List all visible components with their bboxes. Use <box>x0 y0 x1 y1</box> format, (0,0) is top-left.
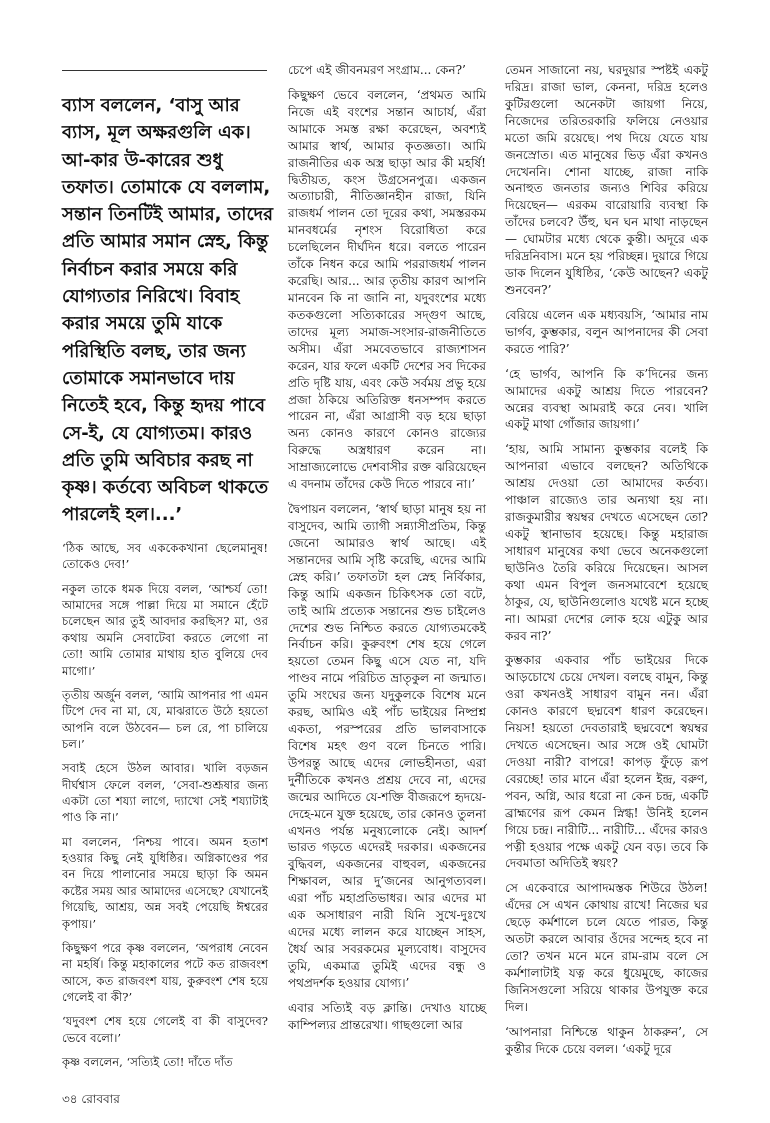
paragraph: মা বললেন, ‘নিশ্চয় পাবে। অমন হতাশ হওয়ার কিছু নেই যুধিষ্ঠির। অগ্নিকাণ্ডের পর বন দিয়ে পালানোর সময়ে ছাড়া কি অমন কষ্টের সময় আর আমাদের এসেছে? যেখানেই গিয়েছি, আশ্রয়, অন্ন সবই পেয়েছি ঈশ্বরের কৃপায়।’ <box>62 834 268 931</box>
paragraph: চেপে এই জীবনমরণ সংগ্রাম... কেন?’ <box>288 63 466 77</box>
text-column-1 <box>62 540 268 1078</box>
text-column-2 <box>288 62 486 1042</box>
paragraph: ‘যদুবংশ শেষ হয়ে গেলেই বা কী বাসুদেব? ভেবে বলো।’ <box>62 1014 268 1045</box>
paragraph: নকুল তাকে ধমক দিয়ে বলল, ‘আশ্চর্য তো! আমাদের সঙ্গে পাল্লা দিয়ে মা সমানে হেঁটে চলেছেন আর তুই আবদার করছিস? মা, ওর কথায় অমনি সেবাটেবা করতে লেগো না তো! আমি তোমার মাথায় হাত বুলিয়ে দেব মাগো।’ <box>62 581 268 678</box>
paragraph: সে একেবারে আপাদমস্তক শিউরে উঠল! এঁদের সে এখন কোথায় রাখে! নিজের ঘর ছেড়ে কর্মশালে চলে যেতে পারত, কিন্তু অতটা করলে আবার ওঁদের সন্দেহ হবে না তো? তখন মনে মনে রাম-রাম বলে সে কর্মশালাটাই যত্ন করে ধুয়েমুছে, কাজের জিনিসগুলো সরিয়ে থাকার উপযুক্ত করে দিল। <box>505 881 708 1014</box>
paragraph: কুম্ভকার একবার পাঁচ ভাইয়ের দিকে আড়চোখে চেয়ে দেখল। বলছে বামুন, কিন্তু ওরা কখনওই সাধারণ বামুন নন। এঁরা কোনও কারণে ছদ্মবেশ ধারণ করেছেন। নিয়স! হয়তো দেবতারাই ছদ্মবেশে স্বয়ম্বর দেখতে এসেছেন। আর সঙ্গে ওই ঘোমটা দেওয়া নারী? বাপরে! কাপড় ফুঁড়ে রূপ বেরচ্ছে! তার মানে এঁরা হলেন ইন্দ্র, বরুণ, পবন, অগ্নি, আর ধরো না কেন চন্দ্র, একটি ব্রাহ্মণের রূপ কেমন স্নিগ্ধ! উনিই হলেন গিয়ে চন্দ্র। নারীটি... নারীটি... এঁদের কারও পত্নী হওয়ার পক্ষে একটু যেন বড়। তবে কি দেবমাতা অদিতিই স্বয়ং? <box>505 653 708 871</box>
paragraph: দ্বৈপায়ন বললেন, ‘স্বার্থ ছাড়া মানুষ হয় না বাসুদেব, আমি ত্যাগী সন্ন্যাসীপ্রতিম, কিন্তু জেনো আমারও স্বার্থ আছে। এই সন্তানদের আমি সৃষ্টি করেছি, এদের আমি স্নেহ করি।’ তফাতটা হল স্নেহ নির্বিকার, কিন্তু আমি একজন চিকিৎসক তো বটে, তাই আমি প্রত্যেক সন্তানের শুভ চাইলেও দেশের শুভ নিশ্চিত করতে যোগ্যতমকেই নির্বাচন করি। কুরুবংশ শেষ হয়ে গেলে হয়তো তেমন কিছু এসে যেত না, যদি পাণ্ডব নামে পরিচিত ভ্রাতৃকুল না জন্মাত। তুমি সংঘের জন্য যদুকুলকে বিশেষ মনে করছ, আমিও এই পাঁচ ভাইয়ের নিষ্প্রশ্ন একতা, পরস্পরের প্রতি ভালবাসাকে বিশেষ মহৎ গুণ বলে চিনতে পারি। উপরন্তু আছে এদের লোভহীনতা, এরা দুর্নীতিকে কখনও প্রশ্রয় দেবে না, এদের জন্মের আদিতে যে-শক্তি বীজরূপে হৃদয়ে-দেহে-মনে যুক্ত হয়েছে, তার কোনও তুলনা এখনও পর্যন্ত মনুষ্যলোকে নেই। আদর্শ ভারত গড়তে এদেরই দরকার। একজনের বুদ্ধিবল, একজনের বাহুবল, একজনের শিক্ষাবল, আর দু’জনের আনুগত্যবল। এরা পাঁচ মহাপ্রতিভাধর। আর এদের মা এক অসাধারণ নারী যিনি সুখে-দুঃখে এদের মধ্যে লালন করে যাচ্ছেন সাহস, ধৈর্য আর সবরকমের মূল্যবোধ। বাসুদেব তুমি, একমাত্র তুমিই এদের বন্ধু ও পথপ্রদর্শক হওয়ার যোগ্য।’ <box>288 502 486 990</box>
text-column-3 <box>505 62 708 1066</box>
paragraph: বেরিয়ে এলেন এক মধ্যবয়সি, ‘আমার নাম ভার্গব, কুম্ভকার, বলুন আপনাদের কী সেবা করতে পারি?’ <box>505 307 708 356</box>
pull-quote: ব্যাস বললেন, ‘বাসু আর ব্যাস, মূল অক্ষরগুলি এক। আ-কার উ-কারের শুধু তফাত। তোমাকে যে বললাম, সন্তান তিনটিই আমার, তাদের প্রতি আমার সমান স্নেহ, কিন্তু নির্বাচন করার সময়ে করি যোগ্যতার নিরিখে। বিবাহ করার সময়ে তুমি যাকে পরিস্থিতি বলছ, তার জন্য তোমাকে সমানভাবে দায় নিতেই হবে, কিন্তু হৃদয় পাবে সে-ই, যে যোগ্যতম। কারও প্রতি তুমি অবিচার করছ না কৃষ্ণ। কর্তব্যে অবিচল থাকতে পারলেই হল।...’ <box>62 95 274 526</box>
paragraph: ‘ঠিক আছে, সব এককেকখানা ছেলেমানুষ! তোকেও দেব!’ <box>62 541 268 572</box>
paragraph: সবাই হেসে উঠল আবার। খালি বড়জন দীর্ঘশ্বাস ফেলে বলল, ‘সেবা-শুশ্রূষার জন্য একটা তো শয্যা লাগে, দ্যাখো সেই শয্যাটাই পাও কি না।’ <box>62 761 268 825</box>
paragraph: ‘আপনারা নিশ্চিন্তে থাকুন ঠাকরুন’, সে কুন্তীর দিকে চেয়ে বলল। ‘একটু দূরে <box>505 1024 708 1056</box>
page-folio: ৩৪ রোববার <box>62 1092 120 1106</box>
top-rule <box>62 70 267 71</box>
paragraph: তৃতীয় অর্জুন বলল, ‘আমি আপনার পা এমন টিপে দেব না মা, যে, মাঝরাতে উঠে হয়তো আপনি বলে উঠবেন— চল রে, পা চালিয়ে চল।’ <box>62 687 268 751</box>
paragraph: কিছুক্ষণ ভেবে বললেন, ‘প্রথমত আমি নিজে এই বংশের সন্তান আচার্য, এঁরা আমাকে সমস্ত রক্ষা করেছেন, অবশ্যই আমার স্বার্থ, আমার কৃতজ্ঞতা। আমি রাজনীতির এক অস্ত্র ছাড়া আর কী মহর্ষি! দ্বিতীয়ত, কংস উগ্রসেনপুত্র। একজন অত্যাচারী, নীতিজ্ঞানহীন রাজা, যিনি রাজধর্ম পালন তো দূরের কথা, সমস্তরকম মানবধর্মের নৃশংস বিরোধিতা করে চলেছিলেন দীর্ঘদিন ধরে। বলতে পারেন তাঁকে নিধন করে আমি পররাজধর্ম পালন করেছি। আর... আর তৃতীয় কারণ আপনি মানবেন কি না জানি না, যদুবংশের মধ্যে কতকগুলো সত্যিকারের সদ্গুণ আছে, তাদের মূল্য সমাজ-সংসার-রাজনীতিতে অসীম। এঁরা সমবেতভাবে রাজ্যশাসন করেন, যার ফলে একটি দেশের সব দিকের প্রতি দৃষ্টি যায়, এবং কেউ সর্বময় প্রভু হয়ে প্রজা ঠকিয়ে অতিরিক্ত ধনসম্পদ করতে পারেন না, এঁরা আগ্রাসী বড় হয়ে ছাড়া অন্য কোনও কারণে কোনও রাজ্যের বিরুদ্ধে অস্ত্রধারণ করেন না। সাম্রাজ্যলোভে দেশবাসীর রক্ত ঝরিয়েছেন এ বদনাম তাঁদের কেউ দিতে পারবে না।’ <box>288 87 486 492</box>
paragraph: এবার সত্যিই বড় ক্লান্তি। দেখাও যাচ্ছে কাম্পিল্যর প্রান্তরেখা। গাছগুলো আর <box>288 1000 486 1032</box>
paragraph: তেমন সাজানো নয়, ঘরদুয়ার স্পষ্টই একটু দরিদ্র। রাজা ভাল, কেননা, দরিদ্র হলেও কুটিরগুলো অনেকটা জায়গা নিয়ে, নিজেদের তরিতরকারি ফলিয়ে নেওয়ার মতো জমি রয়েছে। পথ দিয়ে যেতে যায় জনস্রোত। এত মানুষের ভিড় এঁরা কখনও দেখেননি। শোনা যাচ্ছে, রাজা নাকি অনাহুত জনতার জন্যও শিবির করিয়ে দিয়েছেন— এরকম বারোয়ারি ব্যবস্থা কি তাঁদের চলবে? উঁহু, ঘন ঘন মাথা নাড়ছেন— ঘোমটার মধ্যে থেকে কুন্তী। অদূরে এক দরিদ্রনিবাস। মনে হয় পরিচ্ছন্ন। দুয়ারে গিয়ে ডাক দিলেন যুধিষ্ঠির, ‘কেউ আছেন? একটু শুনবেন?’ <box>505 63 708 297</box>
paragraph: কৃষ্ণ বললেন, ‘সত্যিই তো! দাঁতে দাঁত <box>62 1055 233 1070</box>
paragraph: কিছুক্ষণ পরে কৃষ্ণ বললেন, ‘অপরাধ নেবেন না মহর্ষি। কিন্তু মহাকালের পটে কত রাজবংশ আসে, কত রাজবংশ যায়, কুরুবংশ শেষ হয়ে গেলেই বা কী?’ <box>62 940 268 1004</box>
paragraph: ‘হায়, আমি সামান্য কুম্ভকার বলেই কি আপনারা এভাবে বলছেন? অতিথিকে আশ্রয় দেওয়া তো আমাদের কর্তব্য। পাঞ্চাল রাজ্যেও তার অন্যথা হয় না। রাজকুমারীর স্বয়ম্বর দেখতে এসেছেন তো? একটু স্থানাভাব হয়েছে। কিন্তু মহারাজ সাধারণ মানুষের কথা ভেবে অনেকগুলো ছাউনিও তৈরি করিয়ে দিয়েছেন। আসল কথা এমন বিপুল জনসমাবেশে হয়েছে ঠাকুর, যে, ছাউনিগুলোও যথেষ্ট মনে হচ্ছে না। আমরা দেশের লোক হয়ে এটুকু আর করব না?’ <box>505 442 708 643</box>
paragraph: ‘হে ভার্গব, আপনি কি ক’দিনের জন্য আমাদের একটু আশ্রয় দিতে পারবেন? অন্নের ব্যবস্থা আমরাই করে নেব। খালি একটু মাথা গোঁজার জায়গা।’ <box>505 366 708 432</box>
